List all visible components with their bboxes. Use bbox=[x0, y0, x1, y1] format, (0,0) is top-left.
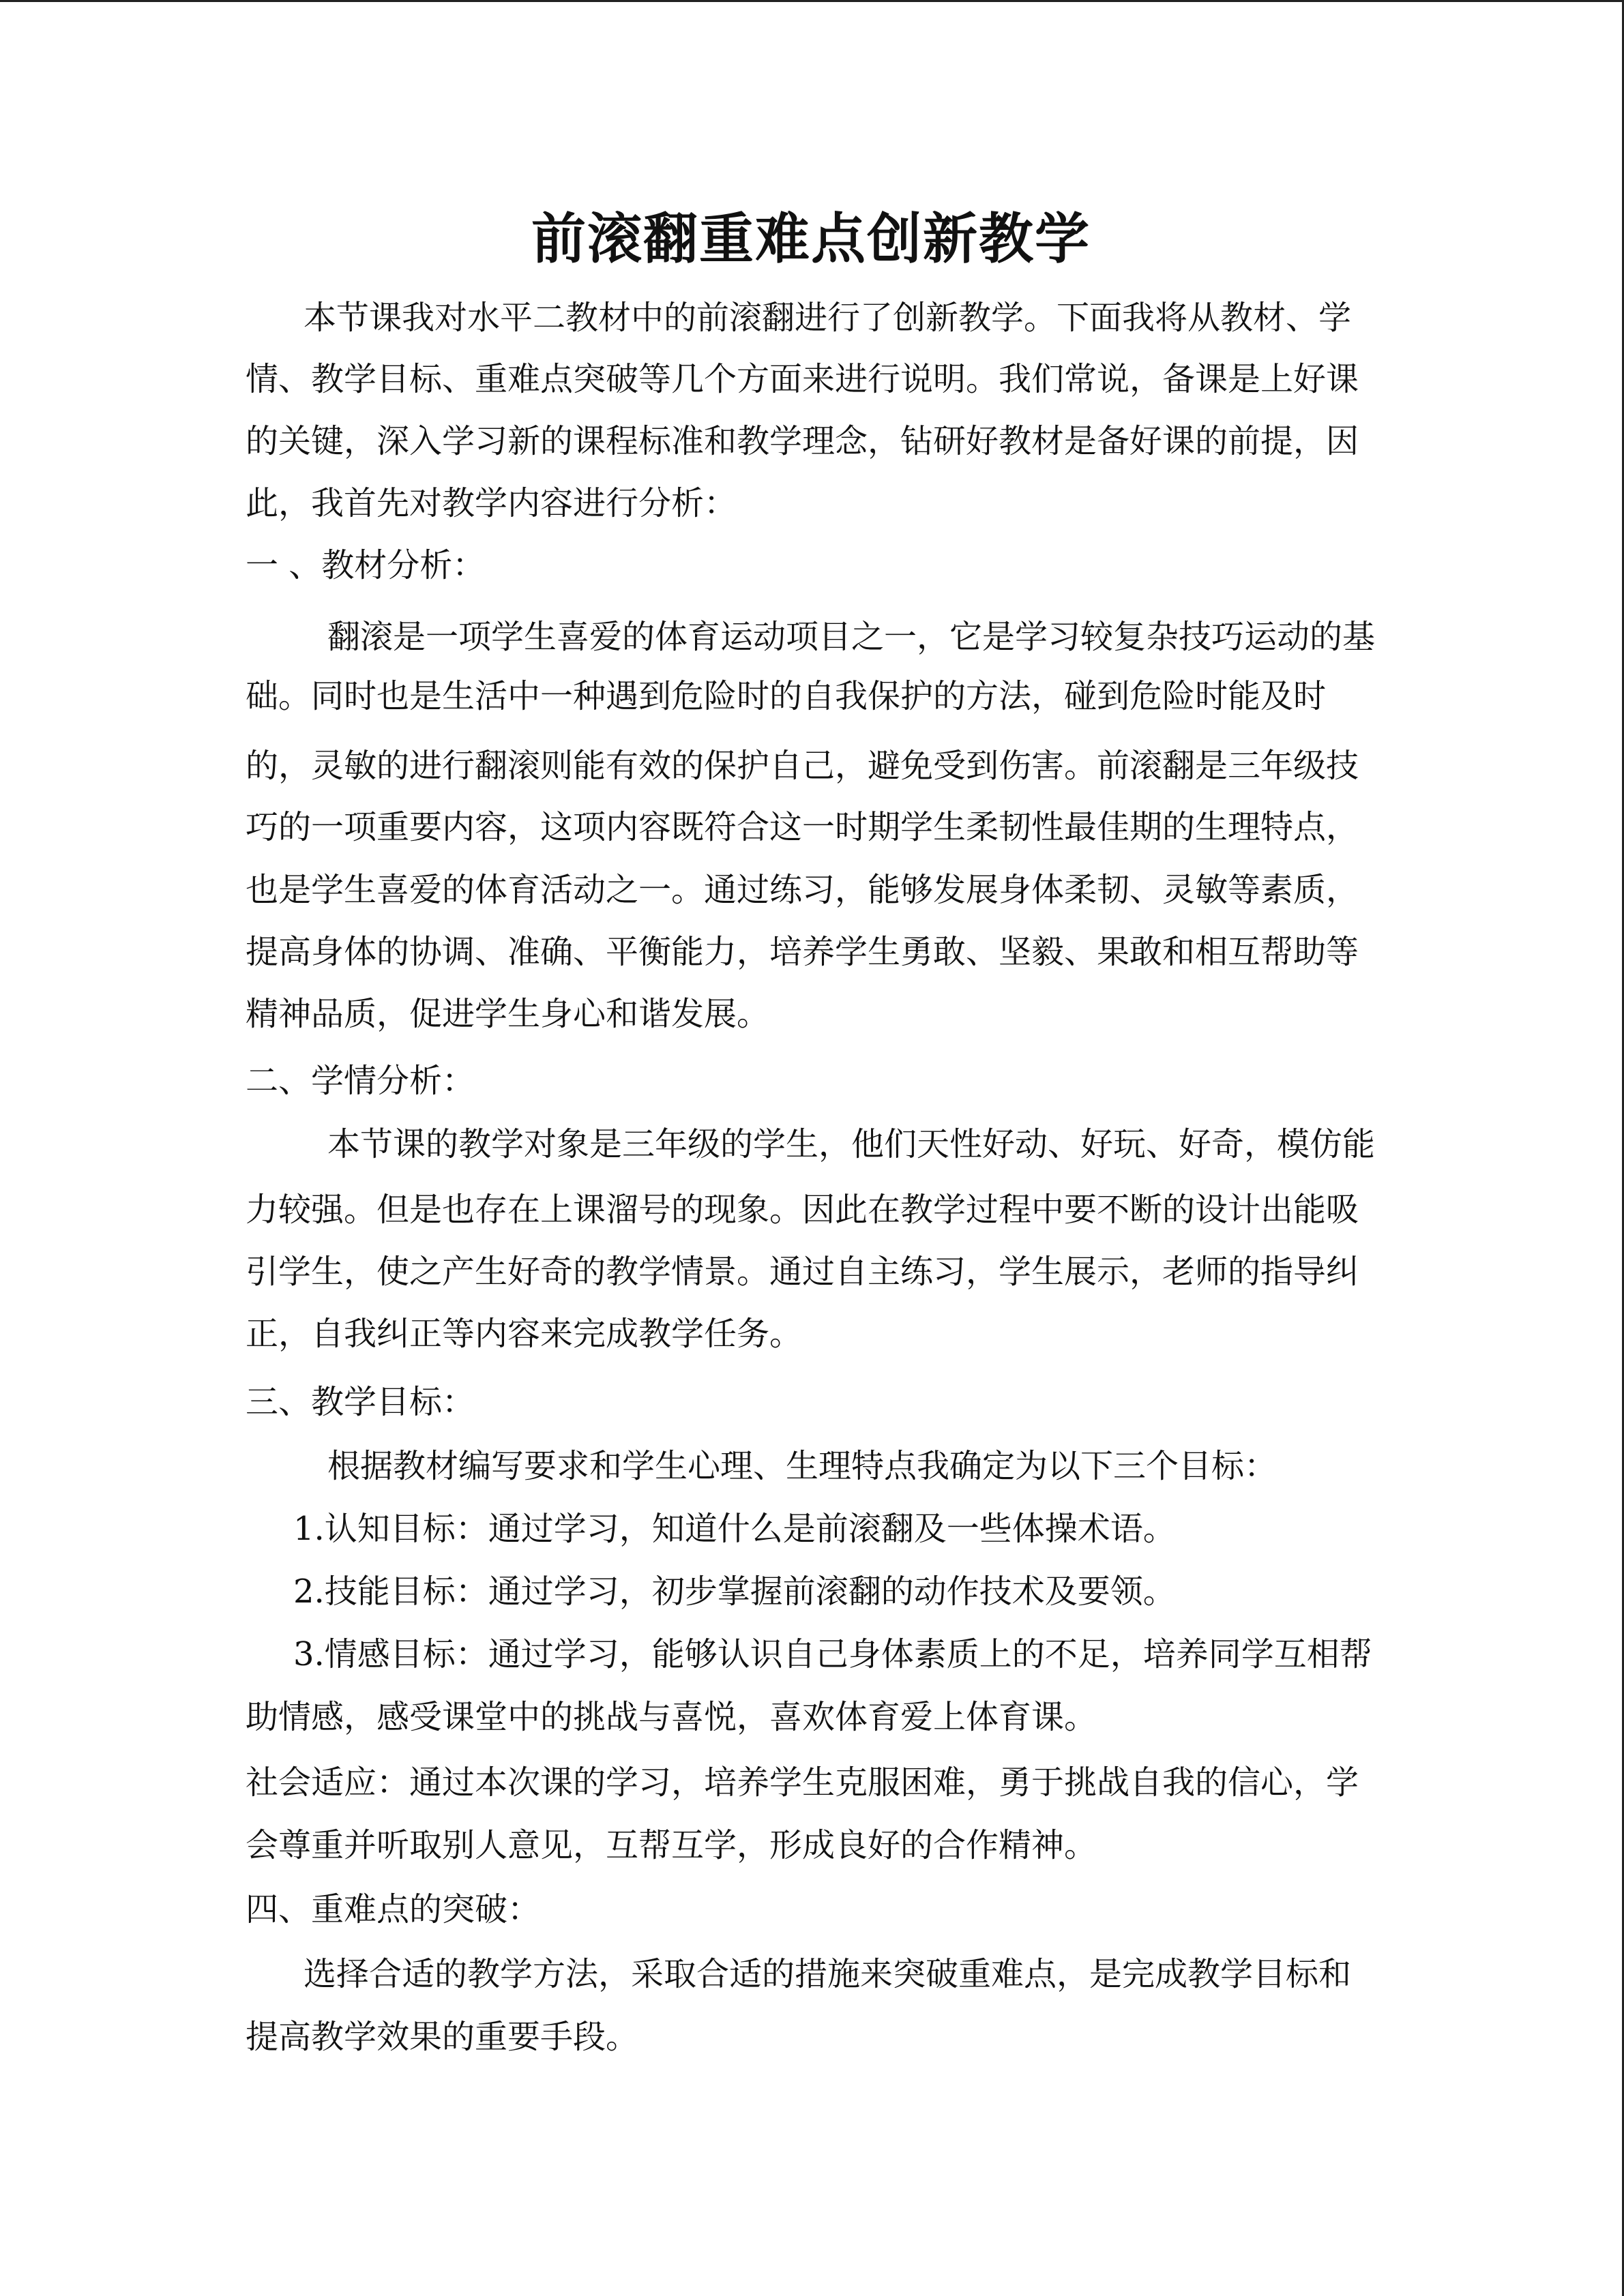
section-heading: 四、重难点的突破： bbox=[246, 1890, 541, 1928]
paragraph-line: 的关键，深入学习新的课程标准和教学理念，钻研好教材是备好课的前提，因 bbox=[246, 422, 1359, 460]
paragraph-line: 引学生，使之产生好奇的教学情景。通过自主练习，学生展示，老师的指导纠 bbox=[246, 1253, 1359, 1291]
paragraph-line: 社会适应：通过本次课的学习，培养学生克服困难，勇于挑战自我的信心，学 bbox=[246, 1763, 1359, 1802]
paragraph-line: 精神品质，促进学生身心和谐发展。 bbox=[246, 995, 770, 1033]
paragraph-line: 力较强。但是也存在上课溜号的现象。因此在教学过程中要不断的设计出能吸 bbox=[246, 1191, 1359, 1229]
section-heading: 一 、教材分析： bbox=[246, 546, 486, 584]
paragraph-line: 本节课的教学对象是三年级的学生，他们天性好动、好玩、好奇，模仿能 bbox=[327, 1125, 1376, 1163]
paragraph-line: 础。同时也是生活中一种遇到危险时的自我保护的方法，碰到危险时能及时 bbox=[246, 677, 1327, 715]
paragraph-line: 本节课我对水平二教材中的前滚翻进行了创新教学。下面我将从教材、学 bbox=[304, 299, 1352, 337]
section-heading: 三、教学目标： bbox=[246, 1383, 475, 1421]
document-title: 前滚翻重难点创新教学 bbox=[531, 207, 1091, 271]
paragraph-line: 选择合适的教学方法，采取合适的措施来突破重难点，是完成教学目标和 bbox=[304, 1955, 1352, 1993]
section-heading: 二、学情分析： bbox=[246, 1062, 475, 1100]
paragraph-line: 提高教学效果的重要手段。 bbox=[246, 2018, 639, 2056]
paragraph-line: 助情感，感受课堂中的挑战与喜悦，喜欢体育爱上体育课。 bbox=[246, 1698, 1097, 1736]
paragraph-line: 会尊重并听取别人意见，互帮互学，形成良好的合作精神。 bbox=[246, 1826, 1097, 1864]
list-item: 2.技能目标：通过学习，初步掌握前滚翻的动作技术及要领。 bbox=[293, 1572, 1176, 1611]
paragraph-line: 情、教学目标、重难点突破等几个方面来进行说明。我们常说，备课是上好课 bbox=[246, 360, 1359, 398]
paragraph-line: 也是学生喜爱的体育活动之一。通过练习，能够发展身体柔韧、灵敏等素质， bbox=[246, 871, 1359, 909]
paragraph-line: 正，自我纠正等内容来完成教学任务。 bbox=[246, 1315, 803, 1353]
paragraph-line: 的，灵敏的进行翻滚则能有效的保护自己，避免受到伤害。前滚翻是三年级技 bbox=[246, 747, 1359, 785]
paragraph-line: 根据教材编写要求和学生心理、生理特点我确定为以下三个目标： bbox=[327, 1447, 1278, 1485]
list-item: 3.情感目标：通过学习，能够认识自己身体素质上的不足，培养同学互相帮 bbox=[293, 1635, 1372, 1673]
paragraph-line: 提高身体的协调、准确、平衡能力，培养学生勇敢、坚毅、果敢和相互帮助等 bbox=[246, 933, 1359, 971]
paragraph-line: 此，我首先对教学内容进行分析： bbox=[246, 484, 737, 522]
list-item: 1.认知目标：通过学习，知道什么是前滚翻及一些体操术语。 bbox=[293, 1510, 1176, 1548]
paragraph-line: 翻滚是一项学生喜爱的体育运动项目之一，它是学习较复杂技巧运动的基 bbox=[327, 618, 1376, 656]
paragraph-line: 巧的一项重要内容，这项内容既符合这一时期学生柔韧性最佳期的生理特点， bbox=[246, 808, 1359, 846]
